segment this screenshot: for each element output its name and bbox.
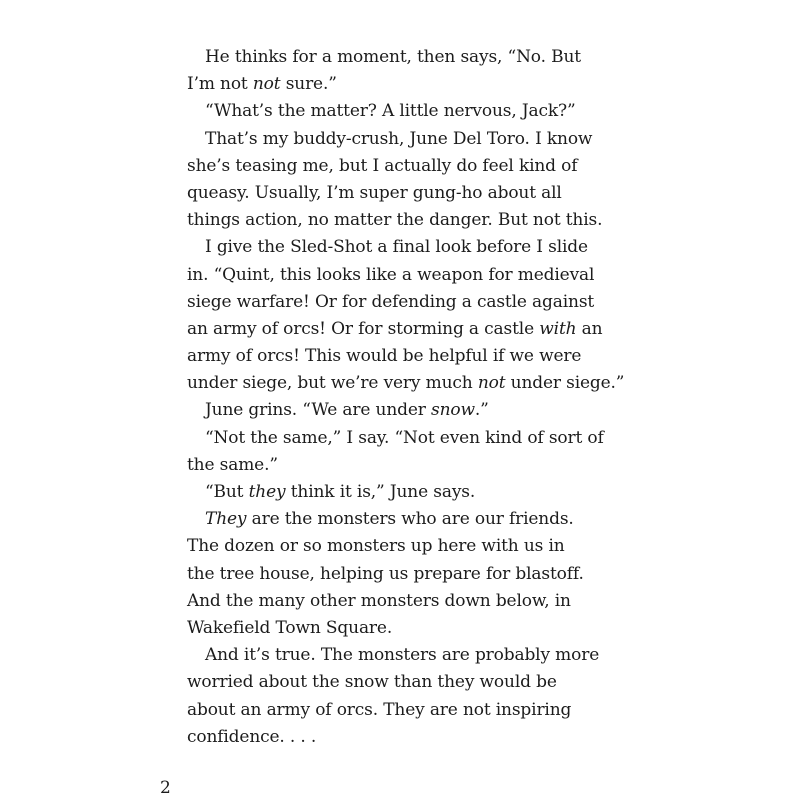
text-line [187,370,657,397]
text-span: the same.” [187,454,278,475]
italic-text: they [248,482,286,502]
text-line [187,724,657,751]
text-span: “What’s the matter? A little nervous, Jack?” [205,101,576,122]
text-line [187,343,657,370]
text-line [187,588,657,615]
italic-text: not [252,74,281,95]
text-line [187,207,657,234]
text-span: queasy. Usually, I’m super gung-ho about all [187,182,562,203]
text-line [187,98,657,125]
text-span: in. “Quint, this looks like a weapon for medieval [187,264,595,285]
text-span: And the many other monsters down below, in [187,590,571,611]
text-span: Wakefield Town Square. [187,617,393,638]
text-line [187,262,657,289]
text-span: And it’s true. The monsters are probably more [205,645,600,666]
text-line [187,452,657,479]
text-span: an [576,318,603,339]
text-line [187,316,657,343]
text-line [187,71,657,98]
text-span: June grins. “We are under [205,400,432,421]
text-line [187,615,657,642]
page-number: 2 [160,778,171,798]
text-line [187,561,657,588]
text-span: an army of orcs! Or for storming a castle [187,318,540,339]
text-line [187,289,657,316]
text-line [187,425,657,452]
text-span: The dozen or so monsters up here with us in [187,536,565,557]
text-line [187,44,657,71]
italic-text: with [539,318,577,339]
text-span: the tree house, helping us prepare for blastoff. [187,563,584,584]
text-line [187,697,657,724]
text-span: “But [205,482,249,502]
text-line [187,506,657,533]
text-span: think it is,” June says. [285,482,476,502]
text-span: siege warfare! Or for defending a castle against [187,291,595,312]
text-line [187,642,657,669]
text-line [187,479,657,506]
text-span: army of orcs! This would be helpful if we were [187,346,582,367]
text-line [187,234,657,261]
text-span: “Not the same,” I say. “Not even kind of sort of [205,427,604,448]
text-span: sure.” [280,74,337,95]
text-span: about an army of orcs. They are not inspiring [187,699,572,720]
text-span: are the monsters who are our friends. [246,509,574,530]
text-span: He thinks for a moment, then says, “No. But [205,47,581,67]
italic-text: not [477,373,506,394]
text-span: confidence. . . . [187,726,317,747]
text-span: under siege.” [505,373,625,394]
text-line [187,126,657,153]
italic-text: snow [431,400,475,421]
text-line [187,669,657,696]
text-span: I’m not [187,74,253,95]
text-span: That’s my buddy-crush, June Del Toro. I know [205,128,593,149]
text-span: worried about the snow than they would be [187,672,557,693]
text-span: .” [474,400,489,421]
text-span: things action, no matter the danger. But not this. [187,210,603,231]
text-line [187,533,657,560]
text-span: I give the Sled-Shot a final look before I slide [205,237,588,258]
text-line [187,397,657,424]
text-line [187,153,657,180]
body-text [187,44,657,751]
text-span: under siege, but we’re very much [187,373,478,394]
text-line [187,180,657,207]
text-span: she’s teasing me, but I actually do feel kind of [187,155,578,176]
italic-text: They [205,509,247,530]
